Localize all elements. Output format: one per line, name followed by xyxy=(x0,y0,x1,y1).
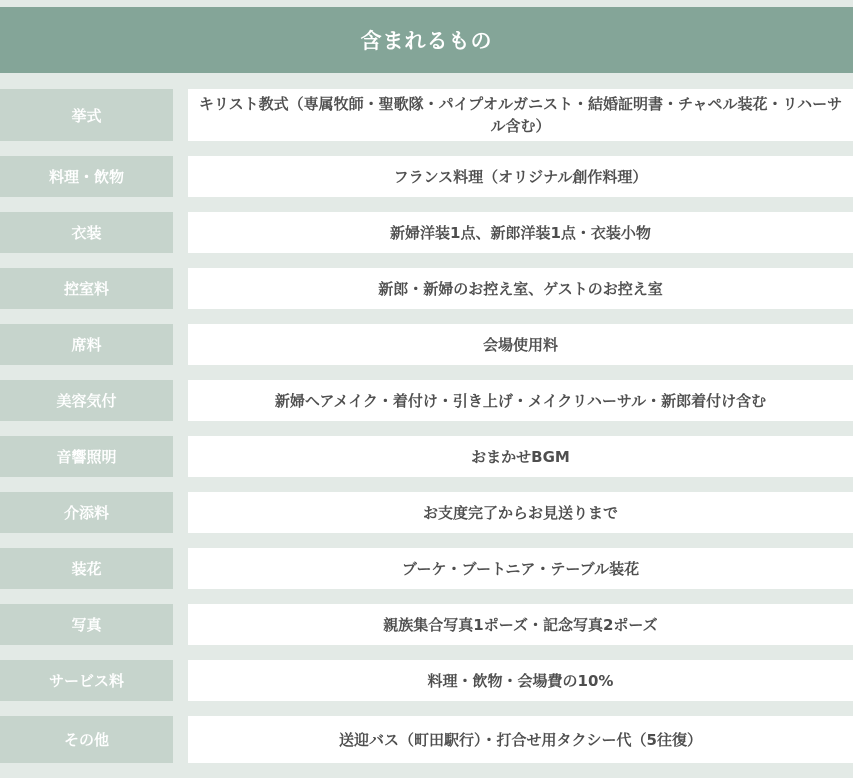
table-row xyxy=(0,716,853,763)
table-row xyxy=(0,436,853,477)
row-label: 衣装 xyxy=(0,212,173,253)
row-value: 新郎・新婦のお控え室、ゲストのお控え室 xyxy=(188,268,853,309)
section-header xyxy=(0,7,853,73)
row-label: 料理・飲物 xyxy=(0,156,173,197)
table-row xyxy=(0,548,853,589)
table-row xyxy=(0,604,853,645)
row-value: ブーケ・ブートニア・テーブル装花 xyxy=(188,548,853,589)
row-value: 送迎バス（町田駅行）・打合せ用タクシー代（5往復） xyxy=(188,716,853,763)
row-value: 会場使用料 xyxy=(188,324,853,365)
row-value: 親族集合写真1ポーズ・記念写真2ポーズ xyxy=(188,604,853,645)
row-value: フランス料理（オリジナル創作料理） xyxy=(188,156,853,197)
table-body xyxy=(0,89,853,763)
row-label: 装花 xyxy=(0,548,173,589)
table-row xyxy=(0,492,853,533)
table-row xyxy=(0,660,853,701)
row-value: お支度完了からお見送りまで xyxy=(188,492,853,533)
row-label: サービス料 xyxy=(0,660,173,701)
row-label: その他 xyxy=(0,716,173,763)
row-label: 挙式 xyxy=(0,89,173,141)
row-label: 写真 xyxy=(0,604,173,645)
row-label: 音響照明 xyxy=(0,436,173,477)
table-row xyxy=(0,156,853,197)
table-row xyxy=(0,89,853,141)
table-row xyxy=(0,268,853,309)
section-title: 含まれるもの xyxy=(360,29,493,53)
row-value: キリスト教式（専属牧師・聖歌隊・パイプオルガニスト・結婚証明書・チャペル装花・リハーサル含む） xyxy=(188,89,853,141)
included-items-table xyxy=(0,7,853,778)
table-row xyxy=(0,380,853,421)
row-label: 席料 xyxy=(0,324,173,365)
row-label: 美容気付 xyxy=(0,380,173,421)
row-label: 介添料 xyxy=(0,492,173,533)
row-value: 新婦ヘアメイク・着付け・引き上げ・メイクリハーサル・新郎着付け含む xyxy=(188,380,853,421)
table-row xyxy=(0,324,853,365)
table-row xyxy=(0,212,853,253)
row-value: おまかせBGM xyxy=(188,436,853,477)
row-value: 料理・飲物・会場費の10% xyxy=(188,660,853,701)
row-label: 控室料 xyxy=(0,268,173,309)
row-value: 新婦洋装1点、新郎洋装1点・衣装小物 xyxy=(188,212,853,253)
